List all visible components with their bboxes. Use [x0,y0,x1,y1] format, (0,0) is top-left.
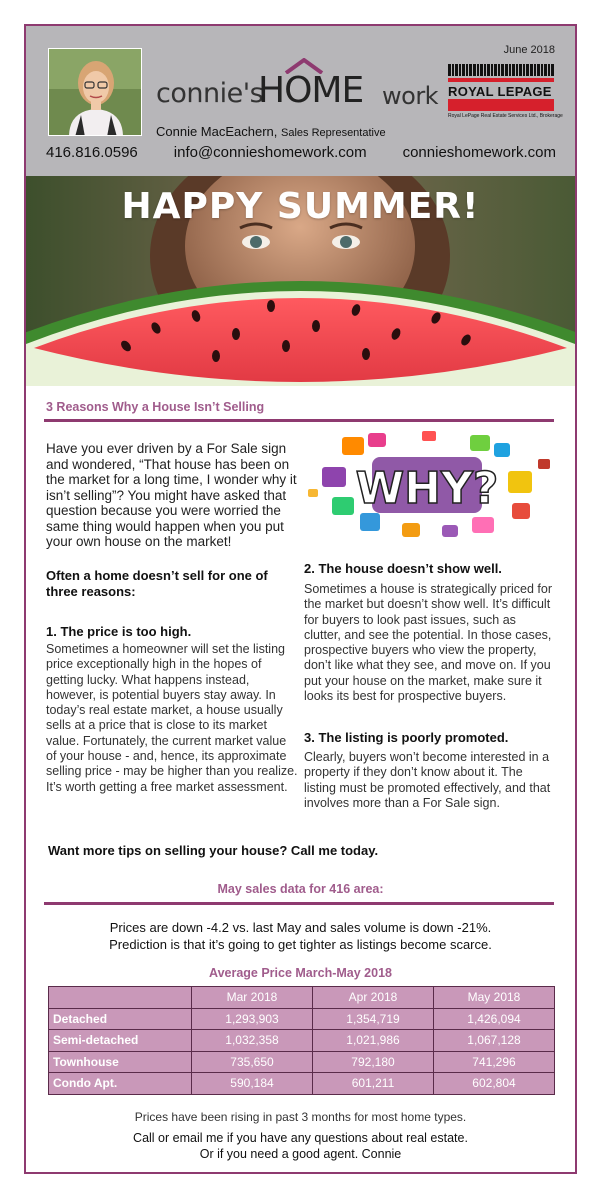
hero-title: HAPPY SUMMER! [121,186,480,227]
trend-note: Prices have been rising in past 3 months for most home types. [134,1110,467,1124]
reason2-text: Sometimes a house is strategically priced for the market but doesn’t show well. It’s difficult for buyers to look past issues, such as clutter, and see the potential. In those cases, prospective buyers who view the property, don’t like what they see, and move on. If you put your house on the market, make sure it looks its best for prospective buyers. [304,582,553,704]
table-cell: 735,650 [192,1051,313,1073]
column-header: Apr 2018 [313,987,434,1009]
table-cell: 601,211 [313,1073,434,1095]
brand-word-connies: connie's [156,78,264,109]
closing-line2: Or if you need a good agent. Connie [199,1147,402,1161]
reason3-text: Clearly, buyers won’t become interested in a property if they don’t know about it. The listing must be promoted effectively, and that involves more than a For Sale sign. [304,750,551,810]
reasons-heading: Often a home doesn’t sell for one of three reasons: [46,568,268,599]
table-title: Average Price March-May 2018 [209,966,392,980]
agent-name: Connie MacEachern, [156,124,278,139]
contact-bar [46,144,556,161]
issue-date: June 2018 [503,44,555,56]
phone-link[interactable]: 416.816.0596 [46,144,138,161]
table-cell: 1,032,358 [192,1030,313,1052]
sales-divider [44,902,554,905]
row-label: Townhouse [49,1051,192,1073]
sales-summary-line1: Prices are down -4.2 vs. last May and sales volume is down -21%. [109,920,492,935]
table-row [49,1030,555,1052]
table-cell: 1,426,094 [434,1008,555,1030]
newsletter-header [26,26,575,176]
agent-line [156,124,386,139]
brand-word-work: work [382,82,439,110]
email-link[interactable]: info@connieshomework.com [173,144,367,161]
table-header-row [49,987,555,1009]
table-cell: 590,184 [192,1073,313,1095]
reason1-title: 1. The price is too high. [46,624,192,639]
reason2-title: 2. The house doesn’t show well. [304,561,502,576]
brand-word-home: HOME [258,70,364,111]
table-row [49,1008,555,1030]
sales-summary [26,919,575,953]
table-row [49,1073,555,1095]
why-text: WHY? [355,463,499,514]
closing-note [26,1130,575,1162]
brokerage-name: ROYAL LEPAGE [448,84,552,99]
price-table [48,986,555,1095]
closing-line1: Call or email me if you have any questions about real estate. [133,1131,468,1145]
newsletter-frame [24,24,577,1174]
agent-role: Sales Representative [281,127,386,139]
table-cell: 1,067,128 [434,1030,555,1052]
column-header: May 2018 [434,987,555,1009]
table-cell: 792,180 [313,1051,434,1073]
table-cell: 1,021,986 [313,1030,434,1052]
royal-lepage-logo [448,64,563,119]
brand-logo [156,70,441,120]
call-to-action: Want more tips on selling your house? Call me today. [48,843,379,858]
article-intro: Have you ever driven by a For Sale sign and wondered, “That house has been on the market for a long time, I wonder why it isn’t selling”? You might have asked that question because you were worried the same thing would happen when you put your own house on the market! [46,441,297,549]
brokerage-sub: Royal LePage Real Estate Services Ltd., Brokerage [448,113,563,119]
article-title: 3 Reasons Why a House Isn’t Selling [46,400,265,414]
row-label: Detached [49,1008,192,1030]
sales-summary-line2: Prediction is that it’s going to get tighter as listings become scarce. [109,937,492,952]
reason3-title: 3. The listing is poorly promoted. [304,730,509,745]
table-corner [49,987,192,1009]
table-cell: 602,804 [434,1073,555,1095]
table-cell: 1,354,719 [313,1008,434,1030]
hero-banner [26,176,575,386]
table-row [49,1051,555,1073]
sales-title: May sales data for 416 area: [217,882,384,896]
column-header: Mar 2018 [192,987,313,1009]
reason1-text: Sometimes a homeowner will set the listing price exceptionally high in the hopes of getting lucky. What happens instead, however, is potential buyers stay away. In today’s real estate market, a house usually sells at a price that is close to its market value. Fortunately, the current market value of your house - and, hence, its approximate selling price - may be higher than you realize. It’s worth getting a free market assessment. [46,642,298,794]
table-cell: 741,296 [434,1051,555,1073]
row-label: Semi-detached [49,1030,192,1052]
why-graphic [302,431,554,539]
table-cell: 1,293,903 [192,1008,313,1030]
row-label: Condo Apt. [49,1073,192,1095]
website-link[interactable]: connieshomework.com [402,144,556,161]
article-divider [44,419,554,422]
logo-barcode-icon [448,64,554,76]
agent-photo [48,48,142,136]
